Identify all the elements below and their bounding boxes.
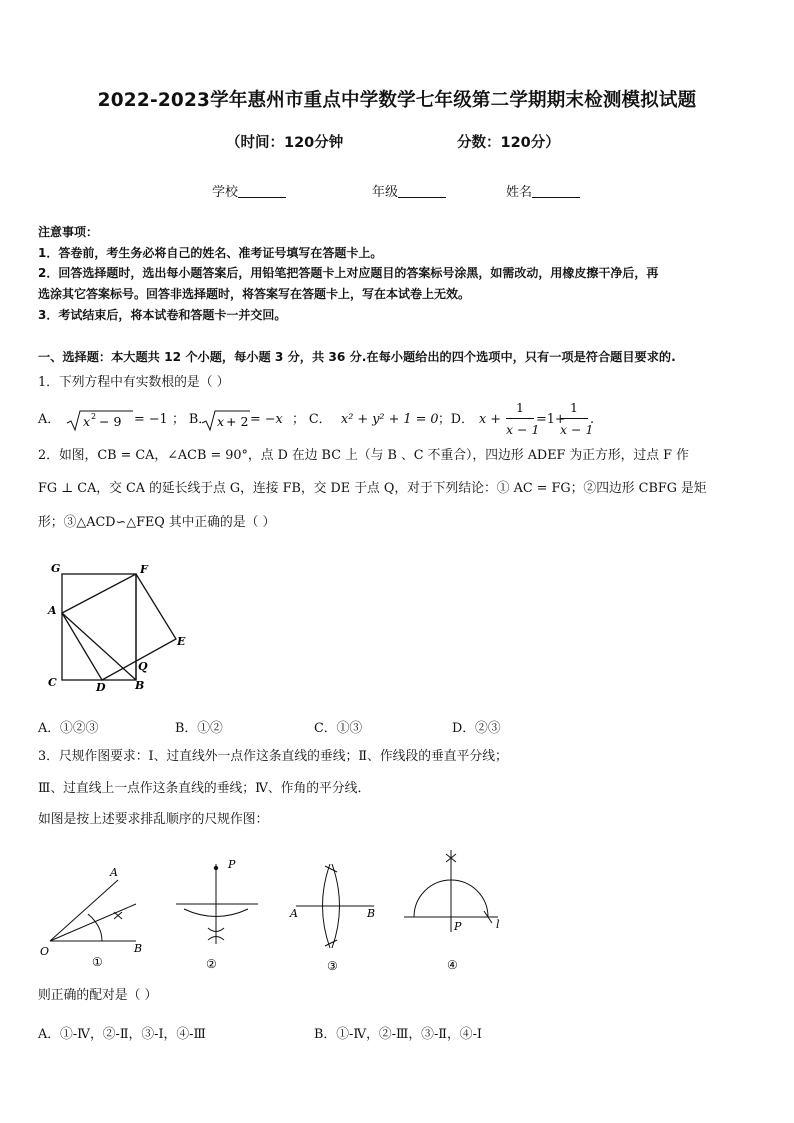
q1-c-label: ； C． — [292, 412, 332, 427]
q2-rect-cbfg — [62, 574, 136, 680]
note-2-cont: 选涂其它答案标号。回答非选择题时，将答案写在答题卡上，写在本试卷上无效。 — [38, 287, 471, 301]
q3-fig3 — [296, 864, 374, 948]
q2-label-q: Q — [138, 660, 148, 673]
notes-heading: 注意事项： — [38, 225, 99, 239]
q3-fig3-label-a: A — [290, 907, 298, 920]
school-label: 学校 — [212, 185, 239, 200]
q2-option-a[interactable]: A．①②③ — [38, 721, 99, 736]
svg-text:x: x — [217, 414, 225, 429]
q3-caption-2: ② — [206, 957, 217, 971]
q3-fig2-label-p: P — [228, 858, 236, 871]
q3-fig1 — [50, 880, 136, 941]
q3-line2: Ⅲ、过直线上一点作这条直线的垂线；Ⅳ、作角的平分线． — [38, 781, 371, 796]
grade-blank[interactable] — [398, 185, 446, 198]
q1-d-x: x + — [479, 412, 502, 427]
q3-option-a[interactable]: A．①-Ⅳ，②-Ⅱ，③-Ⅰ，④-Ⅲ — [38, 1027, 206, 1042]
q1-d-frac2-num: 1 — [570, 400, 578, 415]
svg-text:+ 2: + 2 — [226, 414, 249, 429]
q2-line1: 2．如图，CB = CA，∠ACB = 90°，点 D 在边 BC 上（与 B 、C 不重合），四边形 ADEF 为正方形，过点 F 作 — [38, 448, 689, 463]
q3-fig4-label-l: l — [496, 918, 500, 931]
q2-option-c[interactable]: C．①③ — [314, 721, 363, 736]
q3-line1: 3．尺规作图要求：Ⅰ、过直线外一点作这条直线的垂线；Ⅱ、作线段的垂直平分线； — [38, 749, 508, 764]
q2-label-f: F — [140, 563, 148, 576]
name-blank[interactable] — [532, 185, 580, 198]
q1-b-eq: = −x — [250, 412, 283, 427]
q2-label-e: E — [177, 635, 186, 648]
q2-figure — [40, 556, 200, 696]
exam-score: 分数：120分） — [457, 135, 560, 151]
name-label: 姓名 — [506, 185, 533, 200]
q1-d-label: ；D． — [438, 412, 474, 427]
svg-text:x: x — [83, 414, 91, 429]
q2-label-b: B — [135, 679, 145, 692]
q3-option-b[interactable]: B．①-Ⅳ，②-Ⅲ，③-Ⅱ，④-Ⅰ — [314, 1027, 482, 1042]
q3-caption-1: ① — [92, 955, 103, 969]
svg-text:2: 2 — [91, 412, 97, 421]
q1-b-label: ； B． — [172, 412, 212, 427]
q2-line3: 形；③△ACD∽△FEQ 其中正确的是（ ） — [38, 515, 276, 530]
school-blank[interactable] — [238, 185, 286, 198]
q2-option-b[interactable]: B．①② — [175, 721, 223, 736]
q2-line-ab — [62, 613, 136, 680]
exam-time: （时间：120分钟 — [226, 135, 344, 151]
q2-label-d: D — [96, 681, 106, 694]
q3-fig1-label-b: B — [134, 942, 143, 955]
q3-fig2 — [176, 864, 258, 944]
note-1: 1．答卷前，考生务必将自己的姓名、准考证号填写在答题卡上。 — [38, 246, 383, 260]
q2-line2: FG ⊥ CA，交 CA 的延长线于点 G，连接 FB，交 DE 于点 Q，对于下列结论：① AC = FG；②四边形 CBFG 是矩 — [38, 481, 707, 496]
grade-label: 年级 — [372, 185, 399, 200]
q1-d-frac2 — [560, 398, 594, 440]
q3-fig4 — [404, 850, 498, 932]
q3-caption-4: ④ — [447, 958, 458, 972]
q3-fig4-label-p: P — [454, 920, 462, 933]
q1-options — [38, 400, 758, 444]
grade-field — [372, 181, 446, 200]
page-title: 2022-2023学年惠州市重点中学数学七年级第二学期期末检测模拟试题 — [97, 90, 697, 111]
note-2: 2．回答选择题时，选出每小题答案后，用铅笔把答题卡上对应题目的答案标号涂黑，如需改动，用橡皮擦干净后，再 — [38, 266, 659, 280]
q3-fig1-label-a: A — [110, 866, 118, 879]
q1-a-eq: = −1 — [134, 412, 168, 427]
q3-fig2-point — [214, 866, 218, 870]
svg-text:− 9: − 9 — [99, 414, 122, 429]
q1-d-frac1-den: x − 1 — [506, 418, 534, 440]
q1-stem: 1．下列方程中有实数根的是（ ） — [38, 375, 230, 390]
q1-a-label: A． — [38, 412, 61, 427]
q3-fig3-label-b: B — [367, 907, 376, 920]
q2-option-d[interactable]: D．②③ — [452, 721, 501, 736]
q2-label-c: C — [48, 676, 57, 689]
q3-line3: 如图是按上述要求排乱顺序的尺规作图： — [38, 812, 269, 827]
q1-d-frac1-num: 1 — [516, 400, 524, 415]
section-heading: 一、选择题：本大题共 12 个小题，每小题 3 分，共 36 分.在每小题给出的四个选项中，只有一项是符合题目要求的. — [38, 350, 676, 364]
q1-d-frac2-den: x − 1 — [560, 418, 588, 440]
q1-c-eq: x² + y² + 1 = 0 — [341, 412, 439, 427]
q1-d-frac1 — [506, 398, 540, 440]
name-field — [506, 181, 580, 200]
q3-fig1-label-o: O — [40, 945, 50, 958]
q2-label-g: G — [51, 562, 61, 575]
q2-label-a: A — [48, 604, 57, 617]
q3-question: 则正确的配对是（ ） — [38, 988, 158, 1003]
q3-figures — [36, 842, 516, 977]
q1-d-mid: =1+ — [536, 412, 566, 427]
school-field — [212, 181, 286, 200]
q1-d-end: . — [590, 412, 595, 427]
note-3: 3．考试结束后，将本试卷和答题卡一并交回。 — [38, 308, 287, 322]
q3-caption-3: ③ — [327, 959, 338, 973]
